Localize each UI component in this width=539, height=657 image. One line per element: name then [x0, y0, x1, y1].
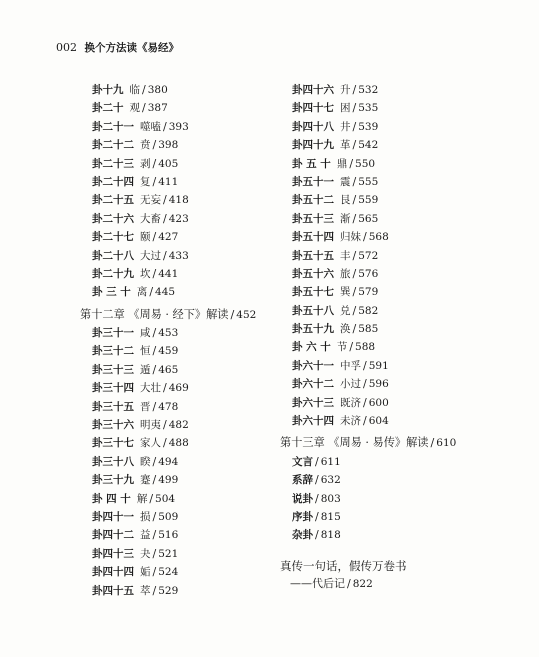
hexagram-name: 中孚 — [340, 359, 361, 372]
separator: / — [352, 285, 357, 299]
hexagram-index: 卦 三 十 — [92, 286, 131, 299]
page-ref: 465 — [158, 363, 179, 376]
toc-entry — [80, 490, 280, 508]
page-ref: 453 — [158, 327, 179, 340]
separator: / — [152, 156, 157, 170]
hexagram-index: 卦三十五 — [92, 400, 134, 413]
separator: / — [163, 436, 167, 450]
hexagram-index: 卦五十八 — [292, 304, 334, 317]
hexagram-index: 卦三十六 — [92, 419, 134, 432]
separator: / — [152, 362, 157, 376]
section-title: 系辞 — [292, 474, 313, 487]
hexagram-name: 艮 — [340, 194, 351, 207]
hexagram-name: 巽 — [340, 286, 351, 299]
toc-entry — [280, 338, 520, 356]
hexagram-index: 卦六十二 — [292, 378, 334, 391]
page-ref: 478 — [158, 400, 179, 413]
separator: / — [152, 230, 157, 244]
hexagram-index: 卦五十四 — [292, 231, 334, 244]
page-ref: 582 — [358, 304, 379, 317]
toc-entry — [80, 361, 280, 379]
separator: / — [352, 101, 357, 115]
hexagram-index: 卦五十二 — [292, 194, 334, 207]
toc-entry — [280, 412, 520, 430]
page-ref: 596 — [368, 378, 389, 391]
hexagram-name: 革 — [340, 139, 351, 152]
page-ref: 521 — [158, 547, 179, 560]
separator: / — [152, 473, 157, 487]
page-ref: 427 — [158, 231, 179, 244]
hexagram-index: 卦 四 十 — [92, 492, 131, 505]
running-header — [56, 40, 179, 55]
hexagram-index: 卦二十九 — [92, 267, 134, 280]
toc-entry — [80, 173, 280, 191]
hexagram-name: 井 — [340, 120, 351, 133]
hexagram-index: 卦十九 — [92, 84, 124, 96]
toc-entry — [80, 99, 280, 117]
separator: / — [152, 138, 157, 152]
page-ref: 539 — [358, 120, 379, 133]
section-title: 序卦 — [292, 510, 313, 523]
hexagram-index: 卦三十四 — [92, 382, 134, 395]
book-title: 换个方法读《易经》 — [84, 42, 179, 54]
hexagram-index: 卦四十二 — [92, 529, 134, 542]
toc-entry — [80, 155, 280, 173]
hexagram-name: 离 — [136, 286, 148, 299]
page-ref: 499 — [158, 474, 179, 487]
hexagram-index: 卦二十三 — [92, 157, 134, 170]
separator: / — [142, 83, 146, 96]
toc-appendix — [280, 526, 520, 544]
toc-column-left — [80, 81, 280, 600]
hexagram-name: 益 — [140, 529, 151, 542]
separator: / — [347, 577, 351, 591]
hexagram-name: 睽 — [140, 455, 151, 468]
separator: / — [152, 509, 157, 523]
page-ref: 405 — [158, 157, 179, 170]
toc-entry — [280, 247, 520, 265]
section-title: 说卦 — [292, 492, 313, 505]
separator: / — [363, 377, 367, 391]
hexagram-index: 卦 六 十 — [292, 341, 331, 354]
separator: / — [152, 174, 157, 188]
epilogue-title: 真传一句话，假传万卷书 — [280, 558, 407, 573]
hexagram-name: 节 — [336, 341, 348, 354]
toc-entry — [80, 453, 280, 471]
page-ref: 588 — [355, 341, 376, 354]
hexagram-index: 卦六十一 — [292, 359, 334, 372]
separator: / — [315, 491, 319, 505]
hexagram-name: 涣 — [340, 323, 351, 336]
hexagram-index: 卦五十五 — [292, 249, 334, 262]
toc-entry — [80, 508, 280, 526]
page-ref: 445 — [155, 286, 176, 299]
hexagram-index: 卦二十七 — [92, 231, 134, 244]
hexagram-name: 既济 — [340, 396, 361, 409]
page-ref: 535 — [358, 102, 379, 115]
toc-entry — [280, 394, 520, 412]
page-ref: 532 — [358, 84, 379, 96]
page-ref: 433 — [168, 249, 189, 262]
separator: / — [352, 138, 357, 152]
separator: / — [163, 119, 167, 133]
toc-epilogue — [280, 557, 520, 575]
toc-entry — [280, 375, 520, 393]
hexagram-index: 卦三十二 — [92, 345, 134, 358]
separator: / — [352, 174, 357, 188]
separator: / — [430, 436, 435, 450]
hexagram-index: 卦四十九 — [292, 139, 334, 152]
hexagram-name: 大畜 — [140, 212, 161, 225]
hexagram-index: 卦二十二 — [92, 139, 134, 152]
toc-entry — [80, 283, 280, 301]
page-ref: 611 — [320, 455, 341, 468]
page-ref: 632 — [320, 474, 341, 487]
toc-entry — [280, 320, 520, 338]
page-ref: 815 — [320, 510, 341, 523]
toc-entry — [80, 228, 280, 246]
toc-entry — [280, 228, 520, 246]
toc-entry — [280, 99, 520, 117]
hexagram-index: 卦三十三 — [92, 363, 134, 376]
separator: / — [315, 509, 319, 523]
section-title: 杂卦 — [292, 529, 313, 542]
hexagram-index: 卦五十九 — [292, 323, 334, 336]
separator: / — [352, 303, 357, 317]
toc-epilogue-sub — [280, 575, 520, 593]
hexagram-name: 解 — [136, 492, 148, 505]
hexagram-index: 卦四十三 — [92, 547, 134, 560]
toc-entry — [280, 210, 520, 228]
page-ref: 504 — [155, 492, 176, 505]
hexagram-name: 旅 — [340, 267, 351, 280]
hexagram-name: 鼎 — [336, 157, 348, 170]
page-ref: 555 — [358, 175, 379, 188]
page-ref: 482 — [168, 419, 189, 432]
page-ref: 579 — [358, 286, 379, 299]
page-ref: 572 — [358, 249, 379, 262]
page-ref: 600 — [368, 396, 389, 409]
page-number: 002 — [56, 41, 77, 54]
toc-entry — [280, 191, 520, 209]
separator: / — [142, 101, 146, 115]
epilogue-sub-title: ——代后记 — [290, 577, 345, 591]
hexagram-name: 归妹 — [340, 231, 361, 244]
hexagram-index: 卦四十八 — [292, 120, 334, 133]
separator: / — [152, 528, 157, 542]
toc-entry — [280, 265, 520, 283]
toc-entry — [80, 247, 280, 265]
toc-chapter — [80, 306, 280, 324]
toc-entry — [80, 545, 280, 563]
hexagram-name: 困 — [340, 102, 351, 115]
separator: / — [352, 83, 357, 96]
toc-appendix — [280, 508, 520, 526]
separator: / — [352, 119, 357, 133]
hexagram-name: 未济 — [340, 415, 361, 428]
toc-entry — [280, 357, 520, 375]
hexagram-index: 卦四十五 — [92, 584, 134, 597]
page-ref: 803 — [320, 492, 341, 505]
separator: / — [315, 454, 319, 468]
toc-entry — [80, 416, 280, 434]
hexagram-index: 卦四十四 — [92, 566, 134, 579]
hexagram-name: 小过 — [340, 378, 361, 391]
separator: / — [152, 454, 157, 468]
hexagram-name: 大壮 — [140, 382, 161, 395]
toc-entry — [80, 563, 280, 581]
hexagram-name: 蹇 — [140, 474, 151, 487]
page-ref: 418 — [168, 194, 189, 207]
hexagram-index: 卦五十七 — [292, 286, 334, 299]
hexagram-index: 卦二十四 — [92, 175, 134, 188]
hexagram-index: 卦五十六 — [292, 267, 334, 280]
hexagram-name: 明夷 — [140, 419, 161, 432]
toc-entry — [80, 324, 280, 342]
hexagram-index: 卦二十 — [92, 102, 124, 115]
separator: / — [152, 344, 157, 358]
page-ref: 469 — [168, 382, 189, 395]
hexagram-index: 卦六十四 — [292, 415, 334, 428]
separator: / — [352, 322, 357, 336]
hexagram-index: 卦五十三 — [292, 212, 334, 225]
separator: / — [152, 326, 157, 340]
toc-column-right — [280, 81, 520, 594]
hexagram-index: 卦二十六 — [92, 212, 134, 225]
page-ref: 550 — [355, 157, 376, 170]
separator: / — [152, 546, 157, 560]
hexagram-name: 兑 — [340, 304, 351, 317]
toc-entry — [80, 265, 280, 283]
separator: / — [352, 266, 357, 280]
separator: / — [152, 583, 157, 597]
hexagram-name: 升 — [340, 84, 351, 96]
separator: / — [163, 193, 167, 207]
page-ref: 441 — [158, 267, 179, 280]
hexagram-name: 咸 — [140, 327, 151, 340]
toc-entry — [280, 302, 520, 320]
hexagram-index: 卦二十五 — [92, 194, 134, 207]
toc-entry — [280, 173, 520, 191]
hexagram-name: 复 — [140, 175, 151, 188]
toc-entry — [80, 526, 280, 544]
hexagram-name: 姤 — [140, 566, 151, 579]
toc-entry — [80, 582, 280, 600]
separator: / — [163, 418, 167, 432]
hexagram-index: 卦三十七 — [92, 437, 134, 450]
hexagram-name: 颐 — [140, 231, 151, 244]
hexagram-index: 卦六十三 — [292, 396, 334, 409]
hexagram-name: 大过 — [140, 249, 161, 262]
hexagram-name: 晋 — [140, 400, 151, 413]
separator: / — [352, 193, 357, 207]
separator: / — [163, 211, 167, 225]
hexagram-name: 遁 — [140, 363, 151, 376]
toc-entry — [80, 210, 280, 228]
separator: / — [349, 340, 354, 354]
toc-entry — [80, 398, 280, 416]
toc-entry — [280, 136, 520, 154]
hexagram-name: 噬嗑 — [140, 120, 161, 133]
page-ref: 380 — [147, 84, 168, 96]
spacer — [280, 545, 520, 557]
hexagram-name: 损 — [140, 510, 151, 523]
page-ref: 529 — [158, 584, 179, 597]
page-ref: 822 — [352, 578, 373, 591]
hexagram-index: 卦四十六 — [292, 84, 334, 96]
toc-entry — [80, 471, 280, 489]
separator: / — [352, 211, 357, 225]
separator: / — [315, 528, 319, 542]
separator: / — [349, 156, 354, 170]
page-ref: 585 — [358, 323, 379, 336]
hexagram-name: 夬 — [140, 547, 151, 560]
chapter-title: 第十二章 《周易 · 经下》解读 — [80, 307, 229, 321]
separator: / — [363, 358, 367, 372]
toc-entry — [80, 81, 280, 99]
chapter-title: 第十三章 《周易 · 易传》解读 — [280, 436, 429, 450]
page-ref: 488 — [168, 437, 189, 450]
toc-entry — [280, 155, 520, 173]
hexagram-name: 观 — [129, 102, 140, 115]
hexagram-name: 剥 — [140, 157, 151, 170]
hexagram-name: 渐 — [340, 212, 351, 225]
page-ref: 398 — [158, 139, 179, 152]
page-ref: 591 — [368, 359, 389, 372]
hexagram-index: 卦四十一 — [92, 510, 134, 523]
separator: / — [363, 395, 367, 409]
separator: / — [230, 307, 235, 321]
page-ref: 524 — [158, 566, 179, 579]
hexagram-index: 卦 五 十 — [292, 157, 331, 170]
page-ref: 494 — [158, 455, 179, 468]
separator: / — [163, 248, 167, 262]
hexagram-name: 震 — [340, 175, 351, 188]
page-ref: 423 — [168, 212, 189, 225]
toc-entry — [80, 379, 280, 397]
page-ref: 610 — [436, 437, 457, 450]
hexagram-index: 卦五十一 — [292, 175, 334, 188]
separator: / — [315, 473, 319, 487]
toc-appendix — [280, 453, 520, 471]
separator: / — [152, 399, 157, 413]
page-ref: 387 — [147, 102, 168, 115]
page-ref: 411 — [158, 175, 179, 188]
page-ref: 452 — [236, 308, 257, 321]
hexagram-name: 无妄 — [140, 194, 161, 207]
separator: / — [149, 491, 154, 505]
toc-chapter — [280, 434, 520, 452]
hexagram-name: 坎 — [140, 267, 151, 280]
page-ref: 818 — [320, 529, 341, 542]
page-ref: 509 — [158, 510, 179, 523]
separator: / — [152, 565, 157, 579]
hexagram-name: 恒 — [140, 345, 151, 358]
hexagram-name: 贲 — [140, 139, 151, 152]
separator: / — [163, 381, 167, 395]
hexagram-name: 临 — [129, 84, 140, 96]
toc-entry — [80, 118, 280, 136]
page-ref: 576 — [358, 267, 379, 280]
hexagram-index: 卦三十八 — [92, 455, 134, 468]
page-ref: 604 — [368, 415, 389, 428]
page-ref: 568 — [368, 231, 389, 244]
separator: / — [363, 414, 367, 428]
page-ref: 565 — [358, 212, 379, 225]
page-ref: 393 — [168, 120, 189, 133]
toc-entry — [80, 434, 280, 452]
hexagram-index: 卦四十七 — [292, 102, 334, 115]
toc-entry — [80, 342, 280, 360]
page-ref: 542 — [358, 139, 379, 152]
hexagram-index: 卦二十八 — [92, 249, 134, 262]
page-ref: 516 — [158, 529, 179, 542]
toc-entry — [280, 118, 520, 136]
toc-entry — [80, 136, 280, 154]
toc-entry — [80, 191, 280, 209]
toc-entry — [280, 81, 520, 99]
section-title: 文言 — [292, 455, 313, 468]
page-ref: 559 — [358, 194, 379, 207]
separator: / — [152, 266, 157, 280]
toc-entry — [280, 283, 520, 301]
hexagram-name: 丰 — [340, 249, 351, 262]
hexagram-name: 萃 — [140, 584, 151, 597]
hexagram-index: 卦二十一 — [92, 120, 134, 133]
hexagram-name: 家人 — [140, 437, 161, 450]
separator: / — [352, 248, 357, 262]
page-ref: 459 — [158, 345, 179, 358]
toc-appendix — [280, 471, 520, 489]
hexagram-index: 卦三十一 — [92, 327, 134, 340]
hexagram-index: 卦三十九 — [92, 474, 134, 487]
separator: / — [149, 285, 154, 299]
toc-appendix — [280, 490, 520, 508]
separator: / — [363, 230, 367, 244]
